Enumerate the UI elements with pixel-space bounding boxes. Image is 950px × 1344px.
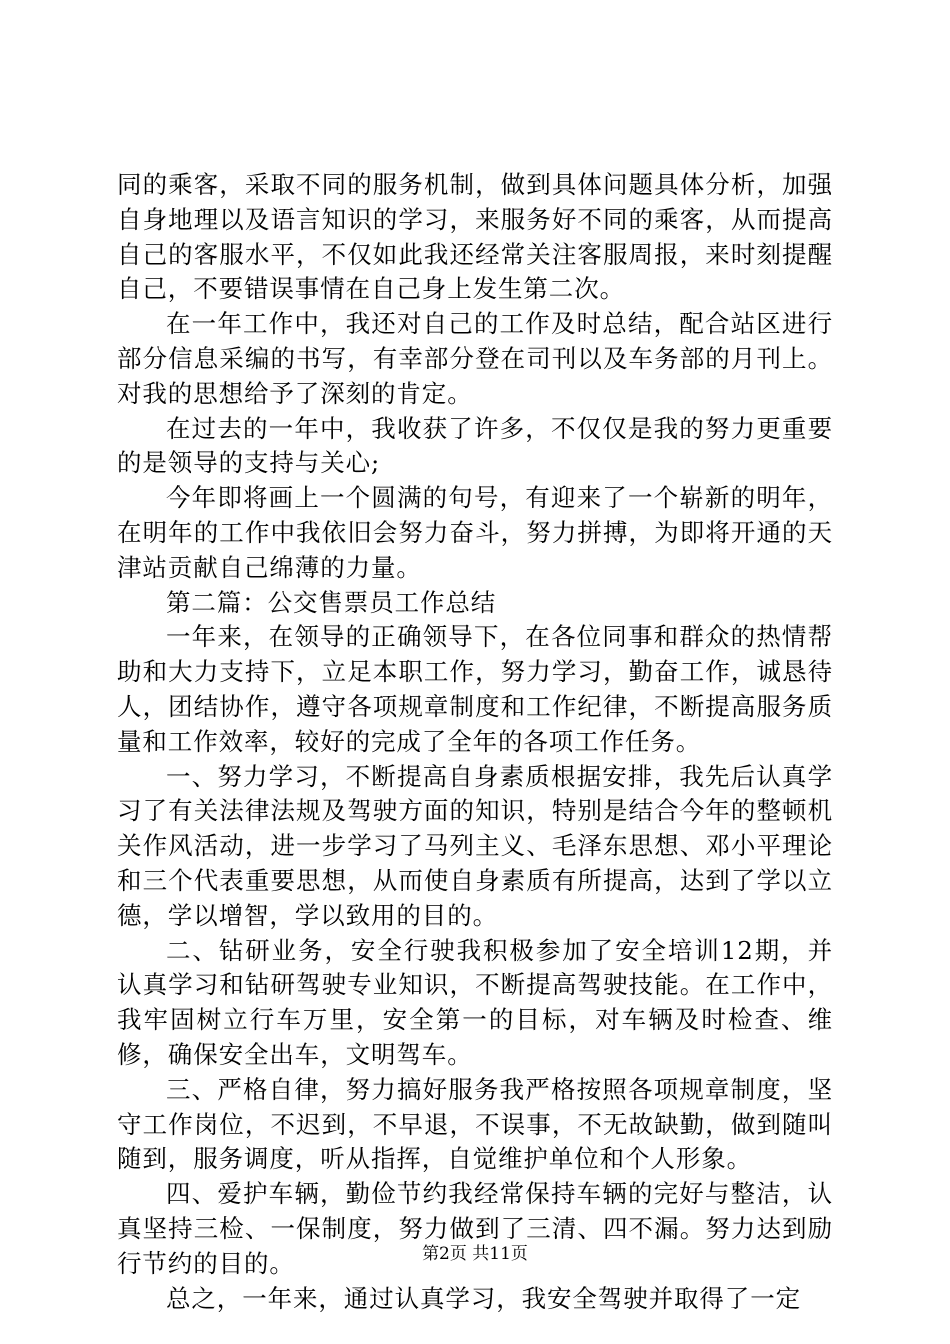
paragraph: 一、努力学习，不断提高自身素质根据安排，我先后认真学习了有关法律法规及驾驶方面的知识，特别是结合今年的整顿机关作风活动，进一步学习了马列主义、毛泽东思想、邓小平理论和三个代表重要思想，从而使自身素质有所提高，达到了学以立德，学以增智，学以致用的目的。 [117, 761, 833, 930]
section-heading: 第二篇：公交售票员工作总结 [166, 587, 497, 617]
paragraph: 在过去的一年中，我收获了许多，不仅仅是我的努力更重要的是领导的支持与关心; [117, 413, 833, 478]
paragraph-continued: 同的乘客，采取不同的服务机制，做到具体问题具体分析，加强自身地理以及语言知识的学习，来服务好不同的乘客，从而提高自己的客服水平，不仅如此我还经常关注客服周报，来时刻提醒自己，不要错误事情在自己身上发生第二次。 [117, 170, 833, 304]
paragraph: 今年即将画上一个圆满的句号，有迎来了一个崭新的明年，在明年的工作中我依旧会努力奋斗，努力拼搏，为即将开通的天津站贡献自己绵薄的力量。 [117, 483, 833, 582]
paragraph: 一年来，在领导的正确领导下，在各位同事和群众的热情帮助和大力支持下，立足本职工作，努力学习，勤奋工作，诚恳待人，团结协作，遵守各项规章制度和工作纪律，不断提高服务质量和工作效率，较好的完成了全年的各项工作任务。 [117, 622, 833, 756]
page-number-footer: 第2页 共11页 [422, 1244, 528, 1264]
paragraph: 在一年工作中，我还对自己的工作及时总结，配合站区进行部分信息采编的书写，有幸部分登在司刊以及车务部的月刊上。对我的思想给予了深刻的肯定。 [117, 309, 833, 408]
paragraph: 二、钻研业务，安全行驶我积极参加了安全培训12期，并认真学习和钻研驾驶专业知识，不断提高驾驶技能。在工作中，我牢固树立行车万里，安全第一的目标，对车辆及时检查、维修，确保安全出车，文明驾车。 [117, 935, 833, 1069]
paragraph: 三、严格自律，努力搞好服务我严格按照各项规章制度，坚守工作岗位，不迟到，不早退，不误事，不无故缺勤，做到随叫随到，服务调度，听从指挥，自觉维护单位和个人形象。 [117, 1074, 833, 1174]
document-body [117, 168, 833, 1316]
paragraph: 总之，一年来，通过认真学习，我安全驾驶并取得了一定 [166, 1283, 801, 1313]
paragraph: 四、爱护车辆，勤俭节约我经常保持车辆的完好与整洁，认真坚持三检、一保制度，努力做到了三清、四不漏。努力达到励行节约的目的。 [117, 1179, 833, 1278]
